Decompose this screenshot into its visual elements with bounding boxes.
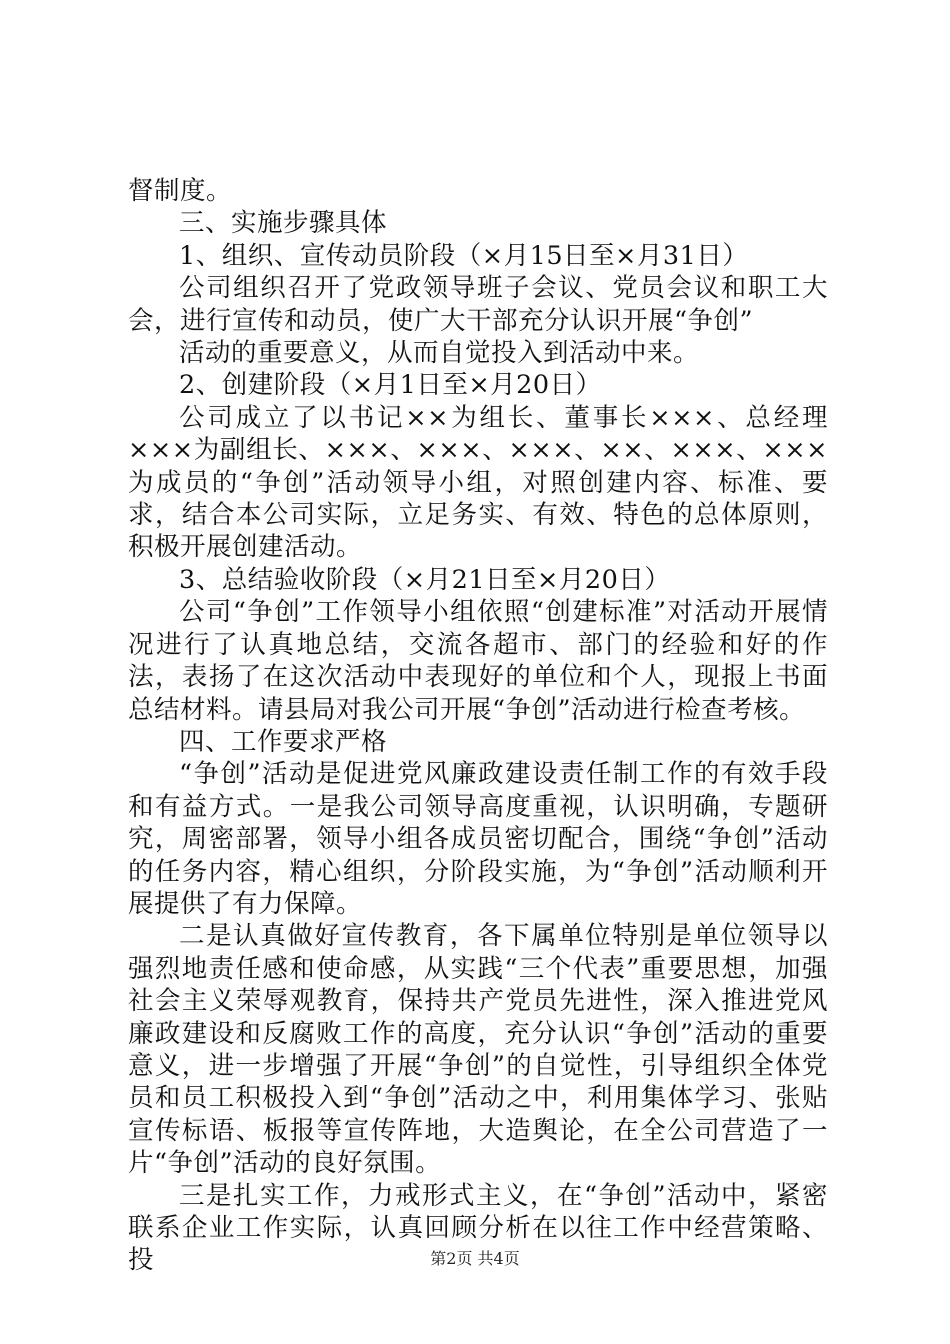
paragraph: 二是认真做好宣传教育，各下属单位特别是单位领导以强烈地责任感和使命感，从实践“三个代表”重要思想，加强社会主义荣辱观教育，保持共产党员先进性，深入推进党风廉政建设和反腐败工作的高度，充分认识“争创”活动的重要意义，进一步增强了开展“争创”的自觉性，引导组织全体党员和员工积极投入到“争创”活动之中，利用集体学习、张贴宣传标语、板报等宣传阵地，大造舆论，在全公司营造了一片“争创”活动的良好氛围。 bbox=[128, 921, 828, 1179]
paragraph: 公司“争创”工作领导小组依照“创建标准”对活动开展情况进行了认真地总结，交流各超市、部门的经验和好的作法，表扬了在这次活动中表现好的单位和个人，现报上书面总结材料。请县局对我公司开展“争创”活动进行检查考核。 bbox=[128, 597, 828, 725]
paragraph: 督制度。 bbox=[128, 176, 233, 206]
step-heading: 2、创建阶段（×月1日至×月20日） bbox=[179, 370, 602, 401]
section-heading: 三、实施步骤具体 bbox=[179, 208, 388, 239]
section-heading: 四、工作要求严格 bbox=[179, 726, 388, 757]
document-body bbox=[128, 175, 828, 1277]
paragraph: 活动的重要意义，从而自觉投入到活动中来。 bbox=[179, 338, 700, 369]
paragraph: 三是扎实工作，力戒形式主义，在“争创”活动中，紧密联系企业工作实际，认真回顾分析在以往工作中经营策略、投 bbox=[128, 1180, 828, 1276]
step-heading: 3、总结验收阶段（×月21日至×月20日） bbox=[179, 564, 671, 595]
paragraph: “争创”活动是促进党风廉政建设责任制工作的有效手段和有益方式。一是我公司领导高度重视，认识明确，专题研究，周密部署，领导小组各成员密切配合，围绕“争创”活动的任务内容，精心组织，分阶段实施，为“争创”活动顺利开展提供了有力保障。 bbox=[128, 759, 828, 919]
paragraph: 公司组织召开了党政领导班子会议、党员会议和职工大会，进行宣传和动员，使广大干部充分认识开展“争创” bbox=[128, 273, 828, 336]
step-heading: 1、组织、宣传动员阶段（×月15日至×月31日） bbox=[179, 240, 749, 271]
page-footer: 第2页 共4页 bbox=[430, 1249, 520, 1268]
paragraph: 公司成立了以书记××为组长、董事长×××、总经理×××为副组长、×××、×××、×××、××、×××、×××为成员的“争创”活动领导小组，对照创建内容、标准、要求，结合本公司实际，立足务实、有效、特色的总体原则，积极开展创建活动。 bbox=[128, 402, 828, 563]
